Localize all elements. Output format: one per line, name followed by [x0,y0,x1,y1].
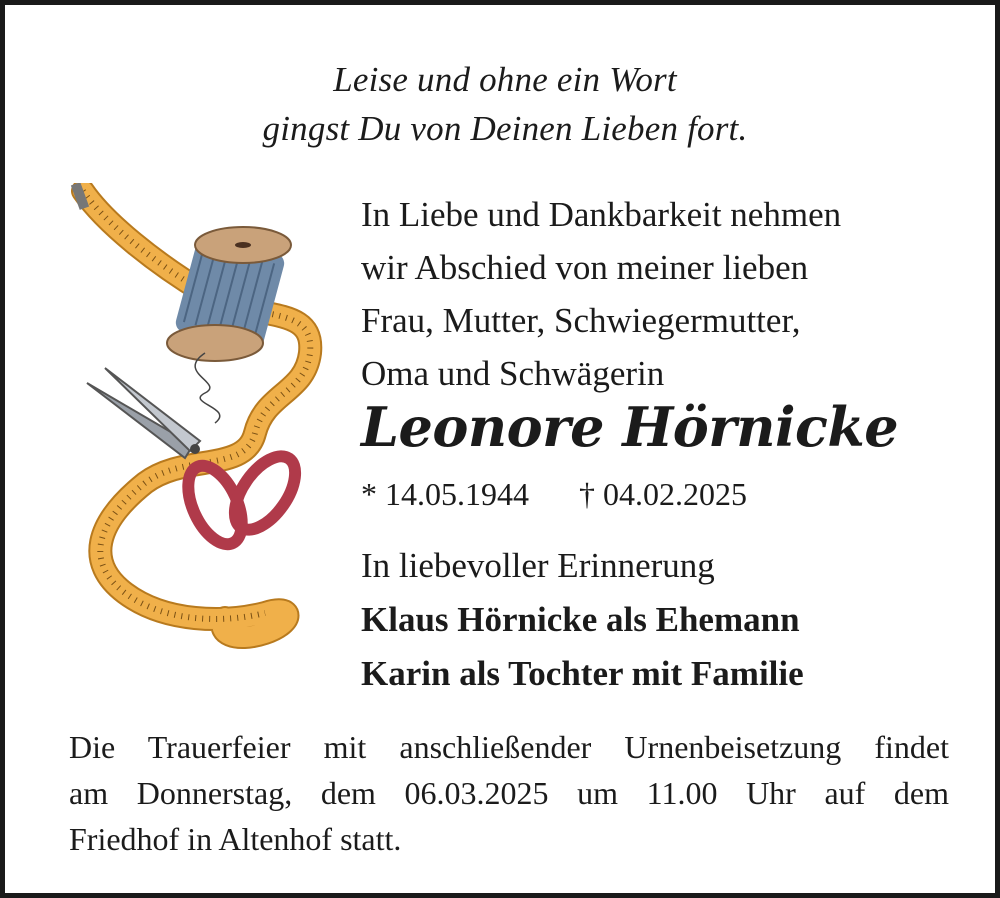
mourner-line: Karin als Tochter mit Familie [361,654,804,693]
sewing-illustration-icon [65,183,335,663]
death-date: † 04.02.2025 [579,476,747,512]
mourners-heading: In liebevoller Erinnerung [361,546,715,585]
funeral-notice [69,724,949,862]
birth-date: * 14.05.1944 [361,476,529,512]
mourners-block [361,539,981,701]
intro-line: In Liebe und Dankbarkeit nehmen [361,195,842,234]
notice-line: am Donnerstag, dem 06.03.2025 um 11.00 Uhr auf dem [69,775,949,811]
intro-line: Frau, Mutter, Schwiegermutter, [361,301,801,340]
mourner-line: Klaus Hörnicke als Ehemann [361,600,800,639]
life-dates [361,476,747,513]
poem-line-2: gingst Du von Deinen Lieben fort. [262,109,748,148]
notice-line: Friedhof in Altenhof statt. [69,821,402,857]
intro-line: Oma und Schwägerin [361,354,665,393]
notice-line: Die Trauerfeier mit anschließender Urnenbeisetzung findet [69,729,949,765]
deceased-name: Leonore Hörnicke [361,395,899,459]
intro-line: wir Abschied von meiner lieben [361,248,809,287]
intro-text [361,188,961,400]
poem-line-1: Leise und ohne ein Wort [333,60,677,99]
